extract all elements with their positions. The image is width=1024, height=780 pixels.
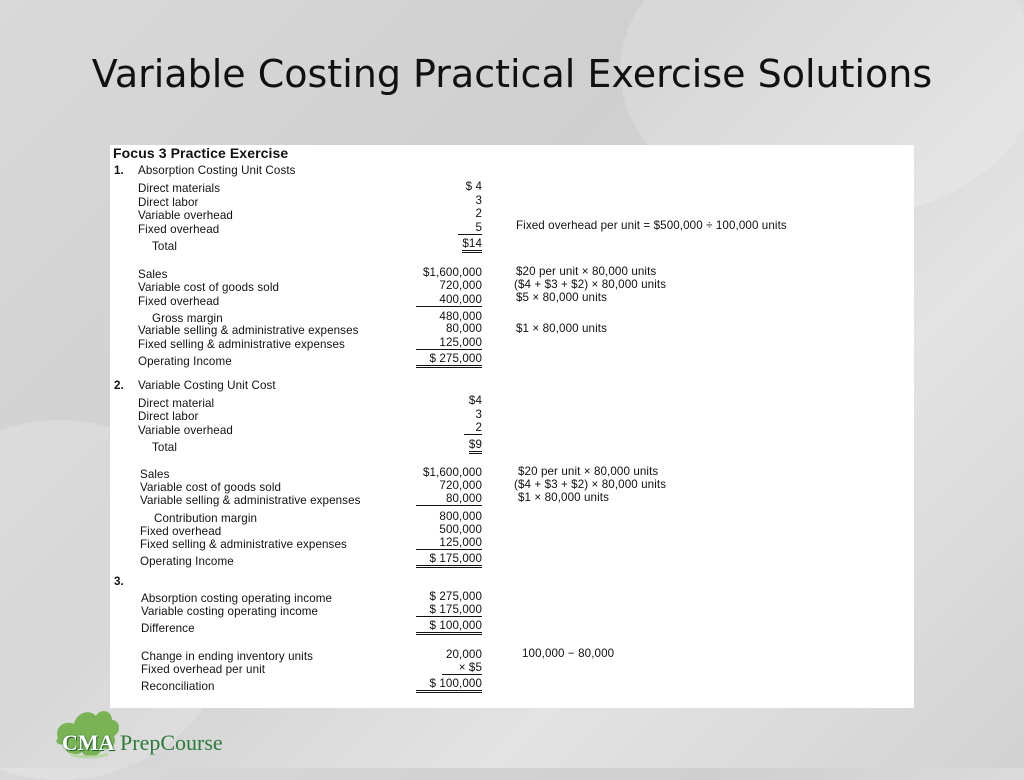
line-label: Direct labor bbox=[138, 196, 199, 209]
line-label: Difference bbox=[141, 622, 195, 635]
line-value: 480,000 bbox=[439, 310, 482, 323]
line-value: 125,000 bbox=[416, 336, 482, 350]
line-label: Fixed overhead per unit bbox=[141, 663, 266, 676]
line-label: Fixed overhead bbox=[140, 525, 222, 538]
line-label: Contribution margin bbox=[154, 512, 258, 525]
total-value: $9 bbox=[469, 438, 482, 454]
total-value: $14 bbox=[462, 237, 482, 253]
line-label: Variable overhead bbox=[138, 424, 233, 437]
line-label: Variable costing operating income bbox=[141, 605, 319, 618]
line-note: ($4 + $3 + $2) × 80,000 units bbox=[514, 278, 667, 291]
line-value: 720,000 bbox=[439, 279, 482, 292]
line-value: 3 bbox=[475, 408, 482, 421]
line-value: $ 4 bbox=[465, 180, 482, 193]
line-value: 3 bbox=[475, 194, 482, 207]
part2-subtitle: Variable Costing Unit Cost bbox=[138, 379, 276, 392]
line-value: $1,600,000 bbox=[422, 466, 482, 479]
part3-number: 3. bbox=[114, 575, 124, 588]
line-label: Reconciliation bbox=[141, 680, 215, 693]
line-label: Operating Income bbox=[138, 355, 232, 368]
brand-rest: PrepCourse bbox=[120, 730, 223, 755]
line-value: 400,000 bbox=[416, 293, 482, 307]
line-label: Variable selling & administrative expenses bbox=[138, 324, 359, 337]
line-label: Fixed overhead bbox=[138, 223, 220, 236]
difference-value: $ 100,000 bbox=[416, 619, 482, 635]
line-value: $1,600,000 bbox=[422, 266, 482, 279]
slide-title: Variable Costing Practical Exercise Solutions bbox=[91, 52, 933, 96]
line-label: Absorption costing operating income bbox=[141, 592, 333, 605]
line-note: $1 × 80,000 units bbox=[518, 491, 609, 504]
operating-income-value: $ 175,000 bbox=[416, 552, 482, 568]
reconciliation-value: $ 100,000 bbox=[416, 677, 482, 693]
line-value: 125,000 bbox=[416, 536, 482, 550]
document-heading: Focus 3 Practice Exercise bbox=[113, 145, 289, 161]
line-label: Gross margin bbox=[152, 312, 223, 325]
part1-subtitle: Absorption Costing Unit Costs bbox=[138, 164, 296, 177]
line-label: Fixed selling & administrative expenses bbox=[140, 538, 347, 551]
line-value: $ 175,000 bbox=[416, 603, 482, 617]
line-note: 100,000 − 80,000 bbox=[522, 647, 615, 660]
line-value: $4 bbox=[468, 394, 482, 407]
line-label: Direct material bbox=[138, 397, 215, 410]
part1-number: 1. bbox=[114, 164, 124, 177]
line-value: $ 275,000 bbox=[429, 590, 482, 603]
line-value: 500,000 bbox=[439, 523, 482, 536]
line-note: $5 × 80,000 units bbox=[516, 291, 607, 304]
part2-number: 2. bbox=[114, 379, 124, 392]
line-label: Variable overhead bbox=[138, 209, 233, 222]
brand-bold: CMA bbox=[62, 730, 115, 755]
line-label: Sales bbox=[140, 468, 170, 481]
line-label: Operating Income bbox=[140, 555, 234, 568]
line-label: Fixed selling & administrative expenses bbox=[138, 338, 345, 351]
line-note: $20 per unit × 80,000 units bbox=[518, 465, 659, 478]
line-value: 2 bbox=[464, 421, 482, 435]
line-value: 2 bbox=[475, 207, 482, 220]
line-note: ($4 + $3 + $2) × 80,000 units bbox=[514, 478, 667, 491]
line-label: Variable cost of goods sold bbox=[138, 281, 280, 294]
line-value: 80,000 bbox=[416, 492, 482, 506]
line-label: Fixed overhead bbox=[138, 295, 220, 308]
brand-logo bbox=[62, 730, 223, 756]
line-label: Variable selling & administrative expenses bbox=[140, 494, 361, 507]
exercise-document bbox=[110, 145, 914, 708]
line-label: Direct materials bbox=[138, 182, 221, 195]
line-note: $20 per unit × 80,000 units bbox=[516, 265, 657, 278]
total-label: Total bbox=[152, 240, 177, 253]
line-label: Variable cost of goods sold bbox=[140, 481, 282, 494]
line-label: Sales bbox=[138, 268, 168, 281]
line-value: 5 bbox=[458, 221, 482, 235]
line-value: 720,000 bbox=[439, 479, 482, 492]
total-label: Total bbox=[152, 441, 177, 454]
line-value: × $5 bbox=[442, 661, 482, 675]
line-label: Direct labor bbox=[138, 410, 199, 423]
line-label: Change in ending inventory units bbox=[141, 650, 314, 663]
line-value: 80,000 bbox=[445, 322, 482, 335]
line-value: 20,000 bbox=[445, 648, 482, 661]
operating-income-value: $ 275,000 bbox=[416, 352, 482, 368]
line-value: 800,000 bbox=[439, 510, 482, 523]
line-note: $1 × 80,000 units bbox=[516, 322, 607, 335]
fixed-overhead-note: Fixed overhead per unit = $500,000 ÷ 100,000 units bbox=[516, 219, 787, 232]
